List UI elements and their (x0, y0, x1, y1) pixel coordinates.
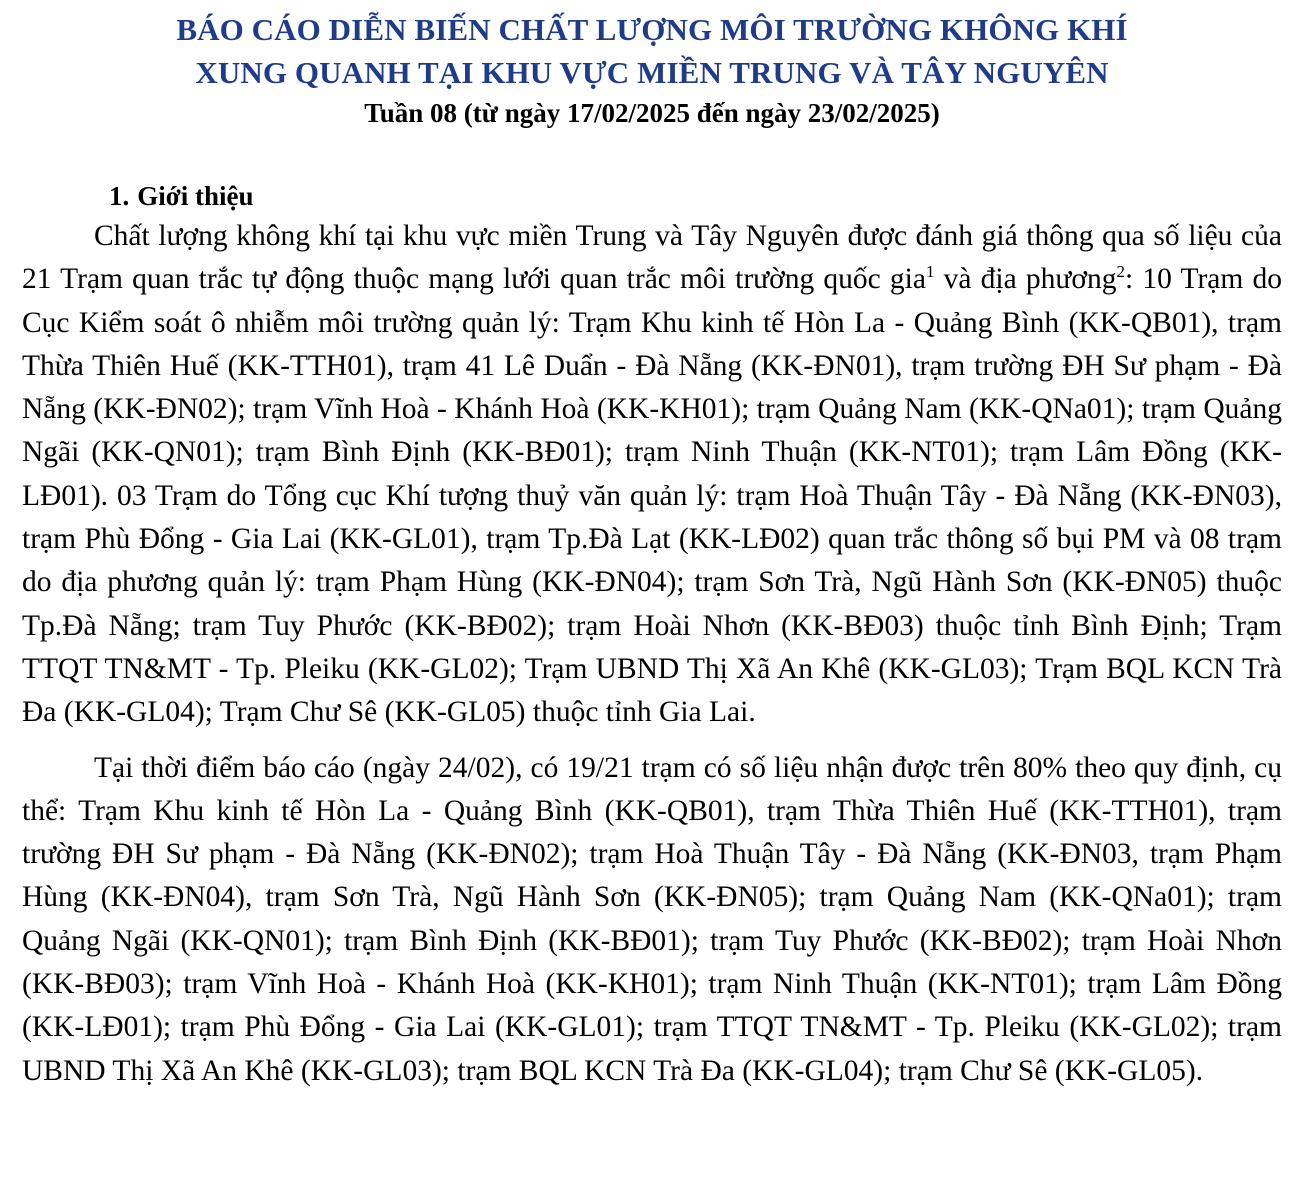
section-heading (22, 178, 1282, 214)
paragraph-text: và địa phương (934, 263, 1117, 296)
intro-paragraph-1 (22, 215, 1282, 735)
report-title-line-1: BÁO CÁO DIỄN BIẾN CHẤT LƯỢNG MÔI TRƯỜNG KHÔNG KHÍ (176, 12, 1128, 47)
document-page (22, 8, 1282, 1093)
report-title (22, 8, 1282, 94)
section-number: 1. (109, 181, 130, 211)
footnote-marker-1[interactable]: 1 (925, 262, 935, 282)
footnote-marker-2[interactable]: 2 (1116, 262, 1125, 282)
intro-paragraph-2: Tại thời điểm báo cáo (ngày 24/02), có 19/21 trạm có số liệu nhận được trên 80% theo quy định, cụ thể: Trạm Khu kinh tế Hòn La - Quảng Bình (KK-QB01), trạm Thừa Thiên Huế (KK-TTH01), trạm trường ĐH Sư phạm - Đà Nẵng (KK-ĐN02); trạm Hoà Thuận Tây - Đà Nẵng (KK-ĐN03, trạm Phạm Hùng (KK-ĐN04), trạm Sơn Trà, Ngũ Hành Sơn (KK-ĐN05); trạm Quảng Nam (KK-QNa01); trạm Quảng Ngãi (KK-QN01); trạm Bình Định (KK-BĐ01); trạm Tuy Phước (KK-BĐ02); trạm Hoài Nhơn (KK-BĐ03); trạm Vĩnh Hoà - Khánh Hoà (KK-KH01); trạm Ninh Thuận (KK-NT01); trạm Lâm Đồng (KK-LĐ01); trạm Phù Đổng - Gia Lai (KK-GL01); trạm TTQT TN&MT - Tp. Pleiku (KK-GL02); trạm UBND Thị Xã An Khê (KK-GL03); trạm BQL KCN Trà Đa (KK-GL04); trạm Chư Sê (KK-GL05). (22, 751, 1282, 1087)
report-week-subtitle: Tuần 08 (từ ngày 17/02/2025 đến ngày 23/02/2025) (364, 98, 940, 128)
section-title: Giới thiệu (137, 181, 254, 211)
paragraph-text: Chất lượng không khí tại khu vực miền Trung và Tây Nguyên được đánh giá thông qua số liệu của 21 Trạm quan trắc tự động thuộc mạng lưới quan trắc môi trường quốc gia (22, 220, 1282, 296)
report-title-line-2: XUNG QUANH TẠI KHU VỰC MIỀN TRUNG VÀ TÂY NGUYÊN (195, 55, 1109, 90)
paragraph-text: : 10 Trạm do Cục Kiểm soát ô nhiễm môi trường quản lý: Trạm Khu kinh tế Hòn La - Quảng Bình (KK-QB01), trạm Thừa Thiên Huế (KK-TTH01), trạm 41 Lê Duẩn - Đà Nẵng (KK-ĐN01), trạm trường ĐH Sư phạm - Đà Nẵng (KK-ĐN02); trạm Vĩnh Hoà - Khánh Hoà (KK-KH01); trạm Quảng Nam (KK-QNa01); trạm Quảng Ngãi (KK-QN01); trạm Bình Định (KK-BĐ01); trạm Ninh Thuận (KK-NT01); trạm Lâm Đồng (KK-LĐ01). 03 Trạm do Tổng cục Khí tượng thuỷ văn quản lý: trạm Hoà Thuận Tây - Đà Nẵng (KK-ĐN03), trạm Phù Đổng - Gia Lai (KK-GL01), trạm Tp.Đà Lạt (KK-LĐ02) quan trắc thông số bụi PM và 08 trạm do địa phương quản lý: trạm Phạm Hùng (KK-ĐN04); trạm Sơn Trà, Ngũ Hành Sơn (KK-ĐN05) thuộc Tp.Đà Nẵng; trạm Tuy Phước (KK-BĐ02); trạm Hoài Nhơn (KK-BĐ03) thuộc tỉnh Bình Định; Trạm TTQT TN&MT - Tp. Pleiku (KK-GL02); Trạm UBND Thị Xã An Khê (KK-GL03); Trạm BQL KCN Trà Đa (KK-GL04); Trạm Chư Sê (KK-GL05) thuộc tỉnh Gia Lai. (22, 263, 1282, 729)
